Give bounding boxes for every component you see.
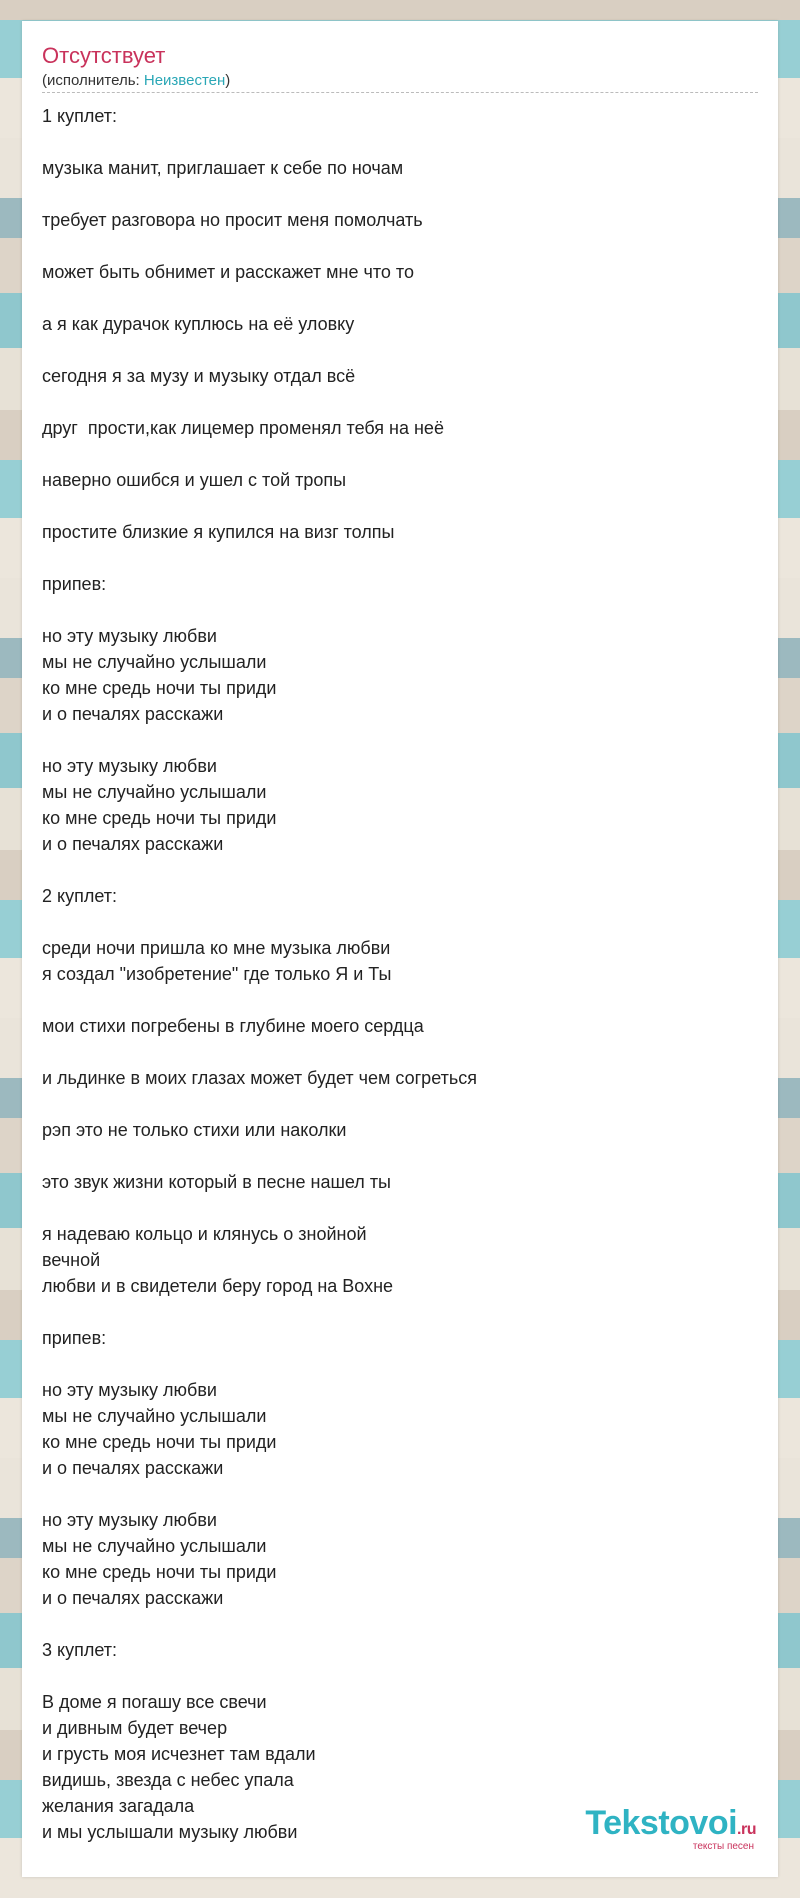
lyric-line: ко мне средь ночи ты приди — [42, 808, 277, 828]
lyric-line — [42, 337, 758, 363]
lyric-line — [42, 1663, 758, 1689]
lyric-line: и мы услышали музыку любви — [42, 1822, 298, 1842]
artist-suffix: ) — [225, 72, 231, 89]
lyric-line: припев: — [42, 1328, 107, 1348]
lyric-line: но эту музыку любви — [42, 1510, 217, 1530]
lyric-line: мы не случайно услышали — [42, 782, 267, 802]
lyric-line — [42, 857, 758, 883]
lyric-line: и о печалях расскажи — [42, 1588, 224, 1608]
lyric-line: желания загадала — [42, 1796, 195, 1816]
lyric-line: может быть обнимет и расскажет мне что то — [42, 262, 414, 282]
lyric-line: ко мне средь ночи ты приди — [42, 1562, 277, 1582]
lyric-line — [42, 285, 758, 311]
lyric-line: 3 куплет: — [42, 1640, 117, 1660]
logo-wordmark — [585, 1806, 756, 1840]
lyric-line — [42, 597, 758, 623]
artist-prefix: (исполнитель: — [42, 72, 144, 89]
lyric-line: это звук жизни который в песне нашел ты — [42, 1172, 391, 1192]
logo-tld: .ru — [737, 1821, 756, 1838]
lyric-line: ко мне средь ночи ты приди — [42, 1432, 277, 1452]
artist-line — [42, 72, 230, 89]
lyric-line: и о печалях расскажи — [42, 1458, 224, 1478]
lyric-line — [42, 1091, 758, 1117]
lyric-line: наверно ошибся и ушел с той тропы — [42, 470, 347, 490]
lyric-line — [42, 129, 758, 155]
lyric-line: В доме я погашу все свечи — [42, 1692, 267, 1712]
lyric-line: припев: — [42, 574, 107, 594]
lyric-line — [42, 1299, 758, 1325]
lyric-line — [42, 1611, 758, 1637]
lyric-line: и льдинке в моих глазах может будет чем согреться — [42, 1068, 477, 1088]
lyric-line: 2 куплет: — [42, 886, 117, 906]
lyric-line: но эту музыку любви — [42, 626, 217, 646]
lyric-line — [42, 1481, 758, 1507]
lyric-line: и о печалях расскажи — [42, 834, 224, 854]
lyric-line: простите близкие я купился на визг толпы — [42, 522, 395, 542]
lyric-line: мои стихи погребены в глубине моего сердца — [42, 1016, 424, 1036]
logo-tagline: тексты песен — [692, 1841, 754, 1852]
lyric-line — [42, 181, 758, 207]
lyric-line: и о печалях расскажи — [42, 704, 224, 724]
logo-name: Tekstovoi — [585, 1804, 738, 1842]
lyric-line: я создал "изобретение" где только Я и Ты — [42, 964, 392, 984]
lyric-line — [42, 1195, 758, 1221]
site-logo[interactable] — [585, 1806, 756, 1852]
lyric-line: но эту музыку любви — [42, 1380, 217, 1400]
lyric-line: сегодня я за музу и музыку отдал всё — [42, 366, 356, 386]
lyric-line: ко мне средь ночи ты приди — [42, 678, 277, 698]
lyric-line: видишь, звезда с небес упала — [42, 1770, 294, 1790]
lyric-line: музыка манит, приглашает к себе по ночам — [42, 158, 404, 178]
lyric-line: среди ночи пришла ко мне музыка любви — [42, 938, 391, 958]
lyric-line: но эту музыку любви — [42, 756, 217, 776]
lyric-line: требует разговора но просит меня помолчать — [42, 210, 423, 230]
lyric-line: и грусть моя исчезнет там вдали — [42, 1744, 316, 1764]
lyric-line — [42, 1143, 758, 1169]
lyric-line: вечной — [42, 1250, 101, 1270]
lyric-line — [42, 233, 758, 259]
lyric-line: я надеваю кольцо и клянусь о знойной — [42, 1224, 367, 1244]
lyrics-card — [22, 21, 778, 1877]
lyric-line: мы не случайно услышали — [42, 1406, 267, 1426]
lyric-line: 1 куплет: — [42, 106, 117, 126]
lyric-line: рэп это не только стихи или наколки — [42, 1120, 347, 1140]
lyric-line: а я как дурачок куплюсь на её уловку — [42, 314, 355, 334]
lyric-line — [42, 727, 758, 753]
artist-link[interactable]: Неизвестен — [143, 72, 226, 89]
lyric-line — [42, 909, 758, 935]
lyric-line: и дивным будет вечер — [42, 1718, 228, 1738]
lyric-line — [42, 1351, 758, 1377]
divider — [42, 92, 758, 93]
lyric-line — [42, 389, 758, 415]
lyric-line: мы не случайно услышали — [42, 652, 267, 672]
lyric-line: друг прости,как лицемер променял тебя на неё — [42, 418, 444, 438]
lyric-line — [42, 441, 758, 467]
lyric-line — [42, 1039, 758, 1065]
lyric-line — [42, 545, 758, 571]
song-title: Отсутствует — [42, 43, 166, 68]
lyric-line — [42, 987, 758, 1013]
lyrics-text — [42, 103, 758, 1845]
lyric-line: мы не случайно услышали — [42, 1536, 267, 1556]
lyric-line — [42, 493, 758, 519]
lyric-line: любви и в свидетели беру город на Вохне — [42, 1276, 394, 1296]
